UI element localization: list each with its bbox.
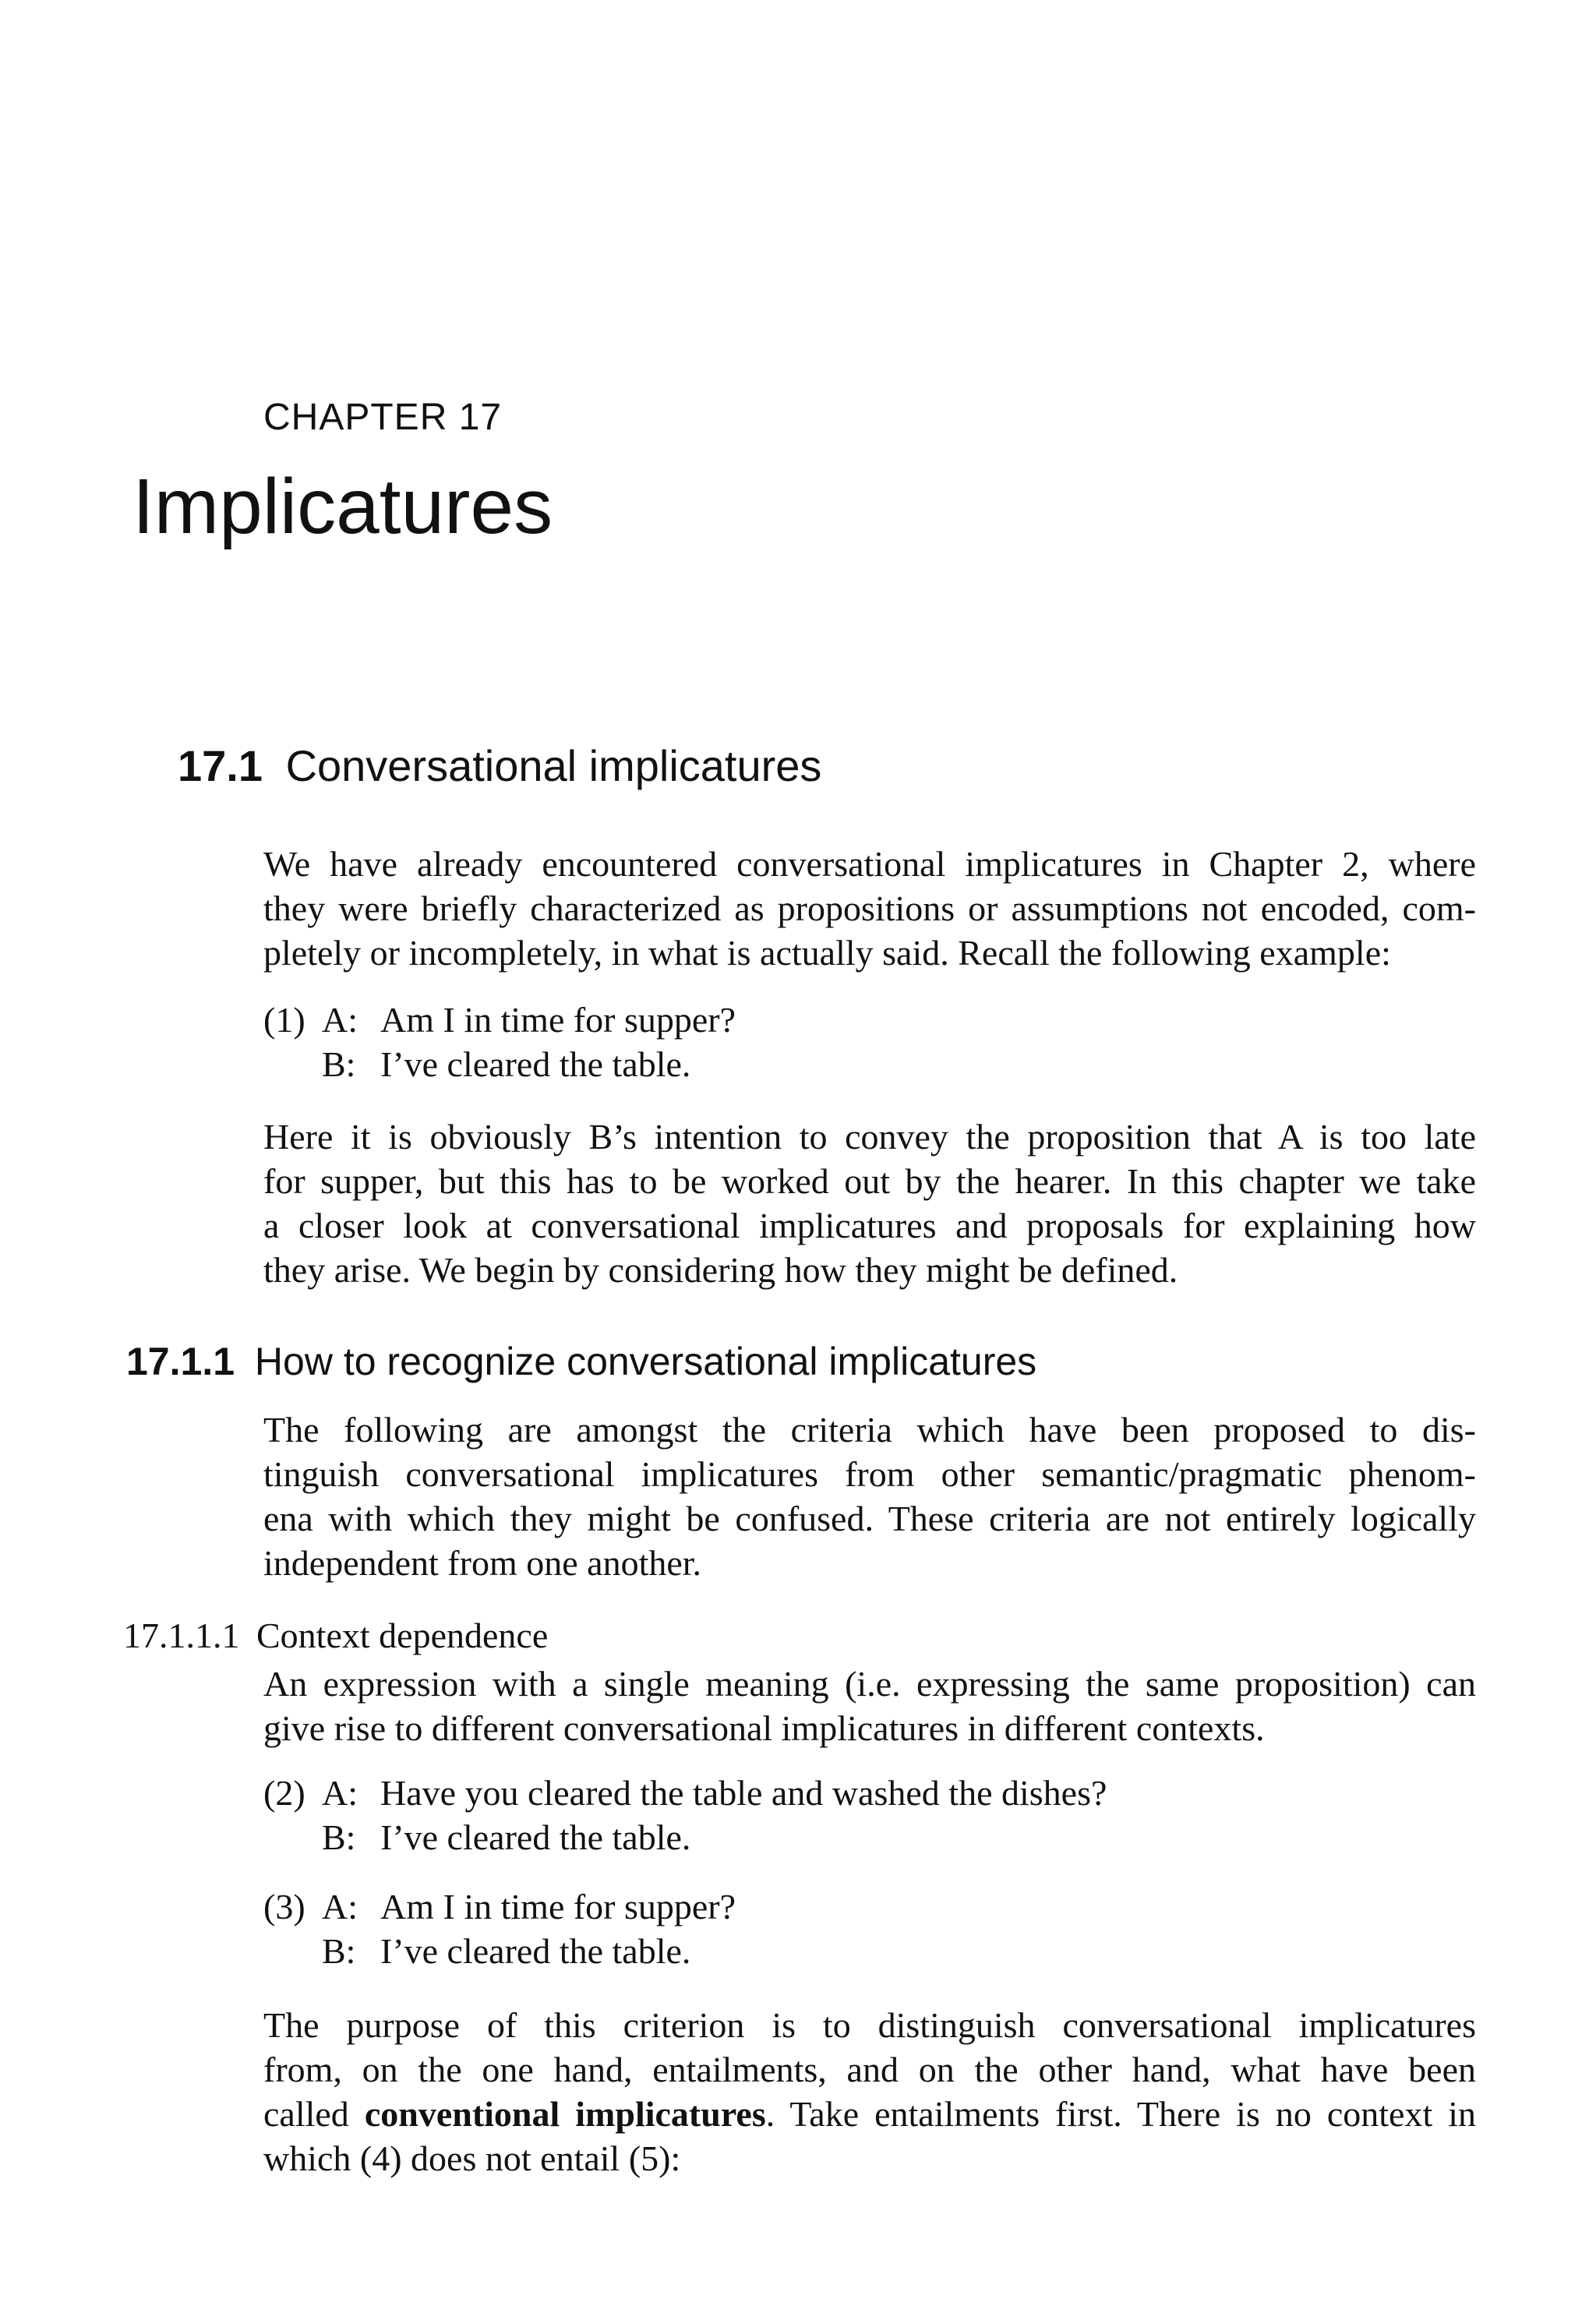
section-title: Conversational implicatures	[285, 741, 822, 790]
section-number: 17.1	[178, 741, 263, 790]
paragraph-text: called	[263, 2094, 365, 2134]
paragraph-line: tinguish conversational implicatures from other semantic/pragmatic phenom-	[263, 1454, 1476, 1494]
paragraph-5	[263, 2003, 1476, 2181]
subsection-heading	[126, 1339, 1036, 1384]
paragraph-line: independent from one another.	[263, 1543, 702, 1583]
paragraph-line: give rise to different conversational implicatures in different contexts.	[263, 1708, 1265, 1748]
paragraph-line: The following are amongst the criteria which have been proposed to dis-	[263, 1410, 1476, 1450]
chapter-title: Implicatures	[132, 463, 553, 550]
utterance: Am I in time for supper?	[380, 1000, 736, 1040]
speaker-label: A:	[322, 1773, 358, 1813]
paragraph-line: The purpose of this criterion is to distinguish conversational implicatures	[263, 2005, 1476, 2045]
example-number: (3)	[263, 1887, 305, 1926]
paragraph-3	[263, 1407, 1476, 1585]
term-conventional-implicatures: conventional implicatures	[364, 2094, 766, 2134]
intro-paragraph	[263, 842, 1476, 975]
speaker-label: B:	[322, 1931, 356, 1971]
chapter-label: CHAPTER 17	[263, 397, 503, 438]
example-2	[263, 1771, 1476, 1859]
utterance: I’ve cleared the table.	[380, 1044, 691, 1084]
paragraph-line: We have already encountered conversational implicatures in Chapter 2, where	[263, 844, 1476, 884]
speaker-label: A:	[322, 1887, 358, 1926]
paragraph-2	[263, 1114, 1476, 1292]
paragraph-line: a closer look at conversational implicatures and proposals for explaining how	[263, 1206, 1476, 1245]
example-number: (1)	[263, 1000, 305, 1040]
subsubsection-number: 17.1.1.1	[123, 1616, 240, 1655]
example-3	[263, 1884, 1476, 1973]
speaker-label: A:	[322, 1000, 358, 1040]
section-heading	[178, 740, 821, 791]
paragraph-line: ena with which they might be confused. These criteria are not entirely logically	[263, 1499, 1476, 1538]
paragraph-line: for supper, but this has to be worked out by the hearer. In this chapter we take	[263, 1161, 1476, 1201]
paragraph-4	[263, 1662, 1476, 1750]
example-number: (2)	[263, 1773, 305, 1813]
speaker-label: B:	[322, 1044, 356, 1084]
subsubsection-title: Context dependence	[256, 1616, 549, 1655]
utterance: I’ve cleared the table.	[380, 1931, 691, 1971]
paragraph-line: An expression with a single meaning (i.e. expressing the same proposition) can	[263, 1664, 1476, 1704]
utterance: Am I in time for supper?	[380, 1887, 736, 1926]
paragraph-line: they were briefly characterized as propositions or assumptions not encoded, com-	[263, 888, 1476, 928]
utterance: I’ve cleared the table.	[380, 1817, 691, 1857]
utterance: Have you cleared the table and washed the dishes?	[380, 1773, 1107, 1813]
paragraph-line	[263, 2092, 1476, 2136]
paragraph-line: which (4) does not entail (5):	[263, 2138, 681, 2178]
paragraph-line: they arise. We begin by considering how they might be defined.	[263, 1250, 1178, 1290]
paragraph-line: pletely or incompletely, in what is actually said. Recall the following example:	[263, 933, 1391, 973]
paragraph-line: Here it is obviously B’s intention to convey the proposition that A is too late	[263, 1117, 1476, 1157]
subsubsection-heading	[123, 1615, 548, 1656]
paragraph-text: . Take entailments first. There is no context in	[765, 2094, 1476, 2134]
subsection-number: 17.1.1	[126, 1340, 235, 1383]
speaker-label: B:	[322, 1817, 356, 1857]
paragraph-line: from, on the one hand, entailments, and on the other hand, what have been	[263, 2050, 1476, 2089]
subsection-title: How to recognize conversational implicatures	[254, 1340, 1037, 1383]
example-1	[263, 998, 1476, 1086]
